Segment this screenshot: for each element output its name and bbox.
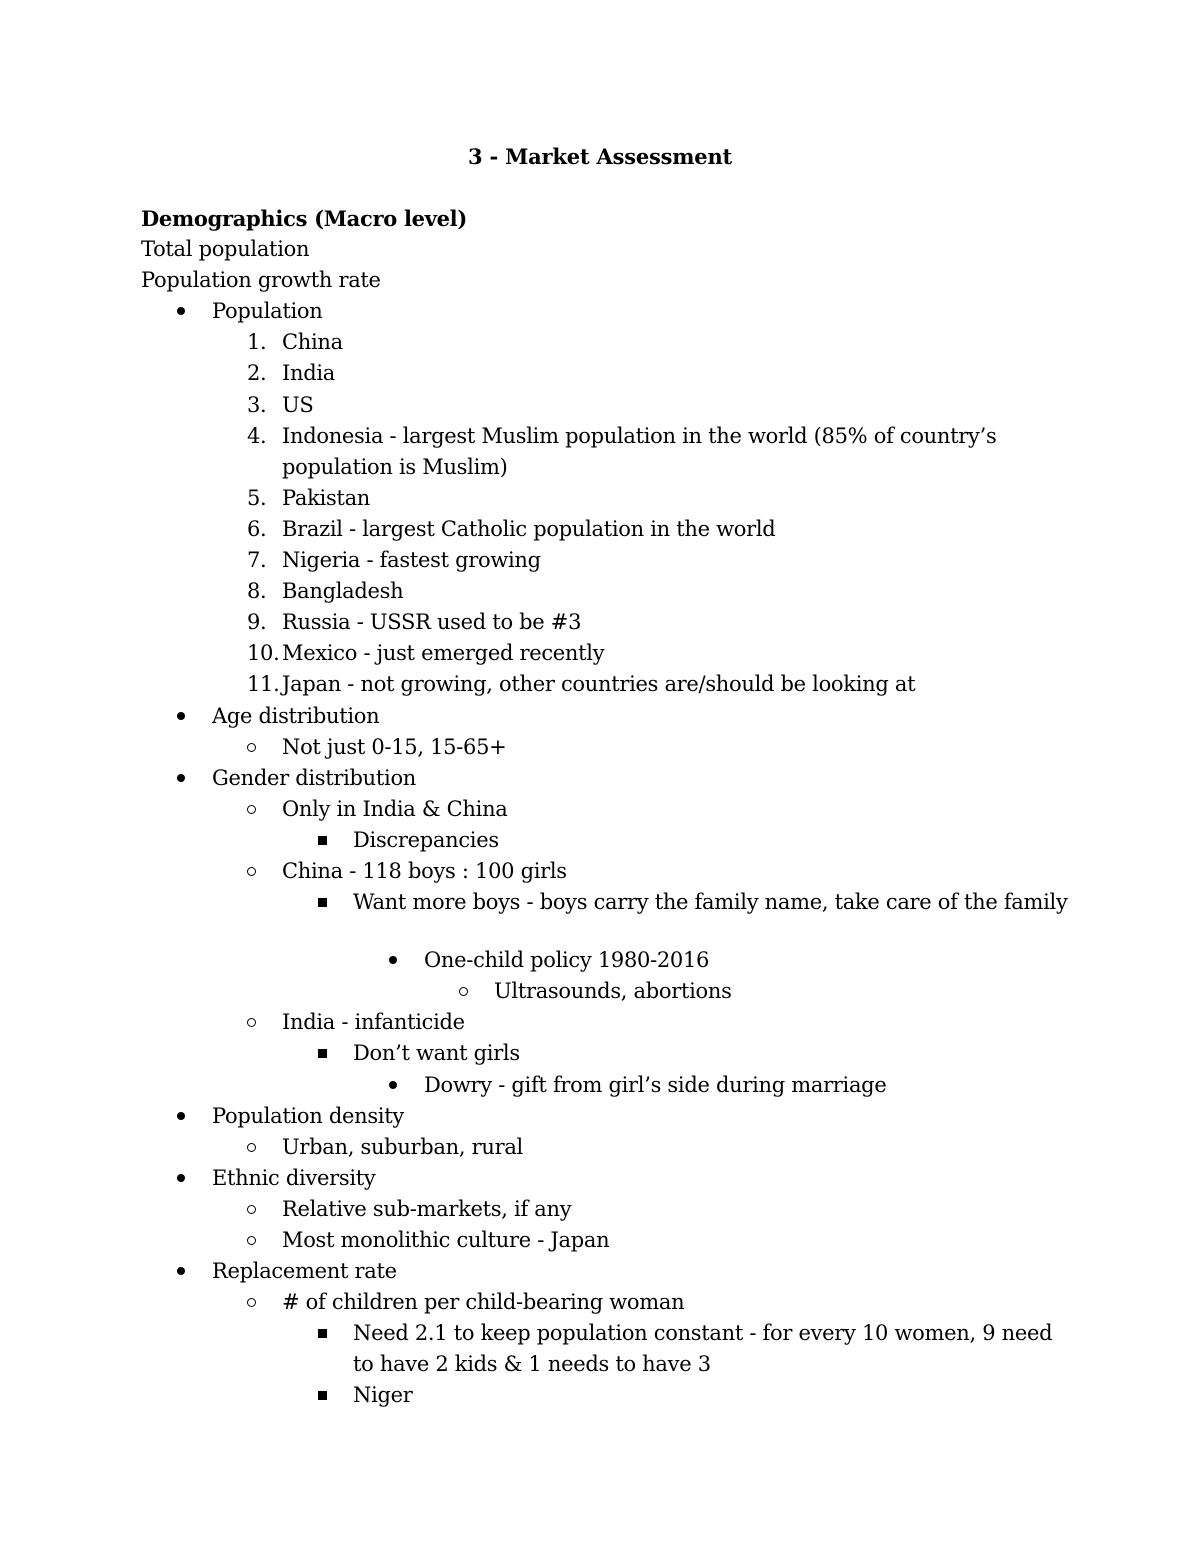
bullet-circle-icon [247, 1205, 256, 1214]
bullet-square-icon [318, 836, 327, 845]
list-item: Ethnic diversity [141, 1163, 1071, 1194]
list-item: Need 2.1 to keep population constant - for every 10 women, 9 need to have 2 kids & 1 needs to have 3 [141, 1318, 1071, 1380]
list-item: Not just 0-15, 15-65+ [141, 732, 1071, 763]
list-item: Ultrasounds, abortions [141, 976, 1071, 1007]
text-line: Total population [141, 237, 310, 262]
list-item: Most monolithic culture - Japan [141, 1225, 1071, 1256]
bullet-circle-icon [247, 1018, 256, 1027]
list-item: Relative sub-markets, if any [141, 1194, 1071, 1225]
bullet-square-icon [318, 1049, 327, 1058]
numbered-item: 5. Pakistan [247, 485, 371, 510]
document-body [141, 203, 1071, 1412]
numbered-item: 11. Japan - not growing, other countries are/should be looking at [247, 672, 916, 697]
list-item: One-child policy 1980-2016 [141, 945, 1071, 976]
list-item: Discrepancies [141, 825, 1071, 856]
bullet-circle-icon [459, 987, 468, 996]
bullet-circle-icon [247, 1236, 256, 1245]
list-item: Population density [141, 1101, 1071, 1132]
list-item: Niger [141, 1380, 1071, 1411]
bullet-circle-icon [247, 743, 256, 752]
numbered-item: 10. Mexico - just emerged recently [247, 641, 605, 666]
bullet-list [141, 296, 1071, 1411]
numbered-item: 4. Indonesia - largest Muslim population in the world (85% of country’s population is Muslim) [247, 423, 997, 479]
bullet-circle-icon [247, 1298, 256, 1307]
list-item: Don’t want girls [141, 1038, 1071, 1069]
bullet-circle-icon [247, 867, 256, 876]
bullet-dot-icon [177, 1267, 185, 1275]
list-item: Replacement rate [141, 1256, 1071, 1287]
numbered-item: 9. Russia - USSR used to be #3 [247, 610, 582, 635]
list-item: Only in India & China [141, 794, 1071, 825]
numbered-item: 6. Brazil - largest Catholic population in the world [247, 516, 776, 541]
list-item: Want more boys - boys carry the family name, take care of the family [141, 887, 1071, 918]
list-item: Dowry - gift from girl’s side during marriage [141, 1070, 1071, 1101]
bullet-dot-icon [389, 956, 397, 964]
bullet-square-icon [318, 1329, 327, 1338]
list-item: Gender distribution [141, 763, 1071, 794]
bullet-dot-icon [177, 712, 185, 720]
list-item: Age distribution [141, 701, 1071, 732]
section-heading: Demographics (Macro level) [141, 206, 467, 231]
numbered-item: 2. India [247, 361, 335, 386]
bullet-dot-icon [177, 774, 185, 782]
bullet-square-icon [318, 1391, 327, 1400]
blank-line [141, 918, 1071, 945]
list-item: # of children per child-bearing woman [141, 1287, 1071, 1318]
text-line: Population growth rate [141, 268, 381, 293]
numbered-item: 7. Nigeria - fastest growing [247, 548, 541, 573]
numbered-item: 3. US [247, 392, 314, 417]
bullet-dot-icon [177, 307, 185, 315]
list-item: Population [141, 296, 1071, 327]
bullet-dot-icon [177, 1174, 185, 1182]
list-item: China - 118 boys : 100 girls [141, 856, 1071, 887]
list-item: India - infanticide [141, 1007, 1071, 1038]
bullet-dot-icon [177, 1112, 185, 1120]
numbered-item: 8. Bangladesh [247, 579, 404, 604]
bullet-dot-icon [389, 1081, 397, 1089]
list-item: Urban, suburban, rural [141, 1132, 1071, 1163]
bullet-square-icon [318, 898, 327, 907]
bullet-circle-icon [247, 1143, 256, 1152]
page-title: 3 - Market Assessment [467, 144, 733, 169]
numbered-item: 1. China [247, 330, 343, 355]
bullet-circle-icon [247, 805, 256, 814]
